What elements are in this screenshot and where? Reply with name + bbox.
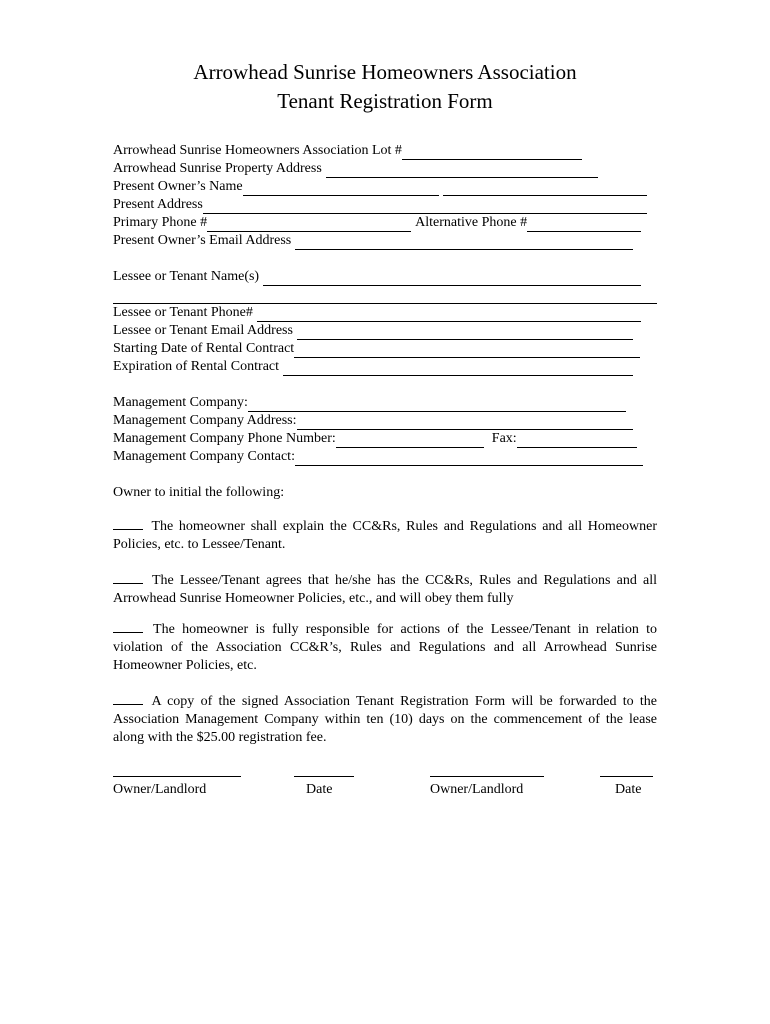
mgmt-contact-field[interactable] (295, 451, 643, 466)
property-address-label: Arrowhead Sunrise Property Address (113, 161, 322, 176)
tenant-names-label: Lessee or Tenant Name(s) (113, 269, 260, 284)
initial-item-1-text: The homeowner shall explain the CC&Rs, Rules and Regulations and all Homeowner Policies, etc. to Lessee/Tenant. (113, 519, 657, 552)
owner-signature-line-1[interactable] (113, 775, 241, 777)
lot-field[interactable] (402, 145, 582, 160)
date-label-2: Date (615, 782, 642, 797)
owner-name-field-2[interactable] (443, 181, 647, 196)
start-date-row (113, 340, 659, 358)
initial-item-3 (113, 620, 657, 675)
mgmt-company-label: Management Company: (113, 395, 248, 410)
initial-item-2-text: The Lessee/Tenant agrees that he/she has the CC&Rs, Rules and Regulations and all Arrowhead Sunrise Homeowner Policies, etc., and will obey them fully (113, 573, 658, 606)
tenant-names-extra-row (113, 286, 659, 304)
title-form-name: Tenant Registration Form (277, 89, 493, 113)
tenant-email-field[interactable] (297, 325, 633, 340)
mgmt-phone-row (113, 430, 659, 448)
date-label-1: Date (306, 782, 333, 797)
initial-item-3-text: The homeowner is fully responsible for actions of the Lessee/Tenant in relation to violation of the Association CC&R’s, Rules and Regulations and all Arrowhead Sunrise Homeowner Policies, etc. (113, 622, 657, 673)
mgmt-phone-label: Management Company Phone Number: (113, 431, 336, 446)
present-address-row (113, 196, 659, 214)
tenant-names-field-extra[interactable] (113, 289, 657, 304)
mgmt-contact-label: Management Company Contact: (113, 449, 295, 464)
title-association: Arrowhead Sunrise Homeowners Association (193, 60, 577, 84)
mgmt-address-field[interactable] (297, 415, 633, 430)
expiration-field[interactable] (283, 361, 633, 376)
initial-field-1[interactable] (113, 517, 143, 530)
form-title (0, 58, 770, 116)
owner-name-label: Present Owner’s Name (113, 179, 243, 194)
mgmt-company-row (113, 394, 659, 412)
primary-phone-label: Primary Phone # (113, 215, 208, 230)
initial-item-2 (113, 571, 657, 608)
property-address-field[interactable] (326, 163, 598, 178)
lot-row (113, 142, 659, 160)
date-line-2[interactable] (600, 775, 653, 777)
start-date-label: Starting Date of Rental Contract (113, 341, 295, 356)
mgmt-contact-row (113, 448, 659, 466)
owner-email-field[interactable] (295, 235, 633, 250)
primary-phone-field[interactable] (207, 217, 411, 232)
date-line-1[interactable] (294, 775, 354, 777)
mgmt-address-row (113, 412, 659, 430)
initial-item-1 (113, 517, 657, 554)
present-address-label: Present Address (113, 197, 203, 212)
alternative-phone-label: Alternative Phone # (415, 215, 528, 230)
owner-landlord-label-2: Owner/Landlord (430, 782, 524, 797)
present-address-field[interactable] (203, 199, 647, 214)
mgmt-company-field[interactable] (248, 397, 626, 412)
owner-name-row (113, 178, 659, 196)
owner-signature-line-2[interactable] (430, 775, 544, 777)
start-date-field[interactable] (294, 343, 640, 358)
tenant-phone-field[interactable] (257, 307, 641, 322)
initial-field-4[interactable] (113, 692, 143, 705)
tenant-phone-row (113, 304, 659, 322)
owner-landlord-label-1: Owner/Landlord (113, 782, 207, 797)
expiration-label: Expiration of Rental Contract (113, 359, 280, 374)
initials-intro: Owner to initial the following: (113, 485, 285, 500)
tenant-email-row (113, 322, 659, 340)
initial-field-2[interactable] (113, 571, 143, 584)
mgmt-fax-field[interactable] (517, 433, 637, 448)
tenant-phone-label: Lessee or Tenant Phone# (113, 305, 253, 320)
phone-row (113, 214, 659, 232)
expiration-row (113, 358, 659, 376)
owner-email-label: Present Owner’s Email Address (113, 233, 292, 248)
initial-item-4 (113, 692, 657, 747)
lot-label: Arrowhead Sunrise Homeowners Association Lot # (113, 143, 402, 158)
mgmt-address-label: Management Company Address: (113, 413, 297, 428)
mgmt-phone-field[interactable] (336, 433, 484, 448)
property-address-row (113, 160, 659, 178)
initial-field-3[interactable] (113, 620, 143, 633)
tenant-email-label: Lessee or Tenant Email Address (113, 323, 293, 338)
owner-email-row (113, 232, 659, 250)
initial-item-4-text: A copy of the signed Association Tenant Registration Form will be forwarded to the Association Management Company within ten (10) days on the commencement of the lease along with the $25.00 registration fee. (113, 694, 658, 745)
tenant-names-field[interactable] (263, 271, 641, 286)
tenant-names-row (113, 268, 659, 286)
owner-name-field-1[interactable] (243, 181, 439, 196)
initials-intro-row (113, 484, 659, 502)
alternative-phone-field[interactable] (527, 217, 641, 232)
fields-section (113, 142, 659, 502)
mgmt-fax-label: Fax: (491, 431, 517, 446)
